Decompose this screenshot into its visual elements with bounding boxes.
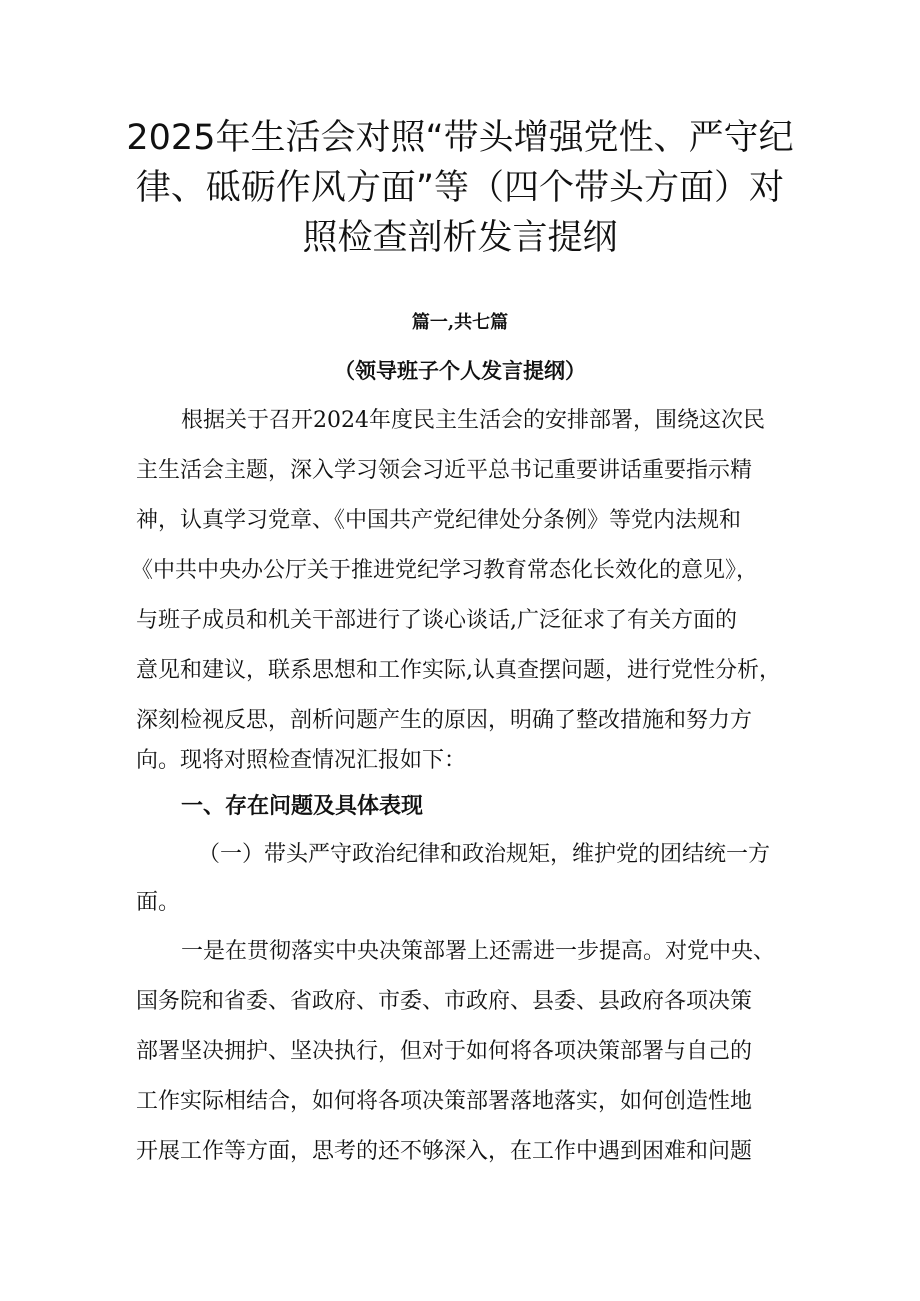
document-role-label: （领导班子个人发言提纲） [334, 359, 586, 383]
document-title-line-3: 照检查剖析发言提纲 [302, 218, 618, 258]
intro-line: 意见和建议，联系思想和工作实际,认真查摆问题，进行党性分析， [136, 658, 781, 683]
intro-line: 《中共中央办公厅关于推进党纪学习教育常态化长效化的意见》， [131, 558, 759, 583]
intro-line: 与班子成员和机关干部进行了谈心谈话,广泛征求了有关方面的 [136, 608, 737, 633]
intro-line: 神，认真学习党章、《中国共产党纪律处分条例》等党内法规和 [136, 508, 742, 533]
point-line: 开展工作等方面，思考的还不够深入，在工作中遇到困难和问题 [136, 1139, 753, 1164]
document-title-line-1: 2025年生活会对照“带头增强党性、严守纪 [126, 118, 794, 158]
intro-line: 根据关于召开2024年度民主生活会的安排部署，围绕这次民 [181, 408, 765, 433]
document-subtitle: 篇一,共七篇 [411, 312, 509, 333]
point-line: 一是在贯彻落实中央决策部署上还需进一步提高。对党中央、 [181, 939, 776, 964]
point-line: 工作实际相结合，如何将各项决策部署落地落实，如何创造性地 [136, 1089, 753, 1114]
subsection-line: （一）带头严守政治纪律和政治规矩，维护党的团结统一方 [198, 842, 771, 867]
point-line: 部署坚决拥护、坚决执行，但对于如何将各项决策部署与自己的 [136, 1039, 753, 1064]
intro-line: 主生活会主题，深入学习领会习近平总书记重要讲话重要指示精 [136, 458, 753, 483]
intro-line: 向。现将对照检查情况汇报如下： [136, 748, 467, 773]
section-heading: 一、存在问题及具体表现 [181, 794, 424, 819]
point-line: 国务院和省委、省政府、市委、市政府、县委、县政府各项决策 [136, 989, 753, 1014]
document-title-line-2: 律、砥砺作风方面”等（四个带头方面）对 [135, 168, 785, 208]
intro-line: 深刻检视反思，剖析问题产生的原因，明确了整改措施和努力方 [136, 708, 753, 733]
subsection-line: 面。 [136, 890, 181, 915]
